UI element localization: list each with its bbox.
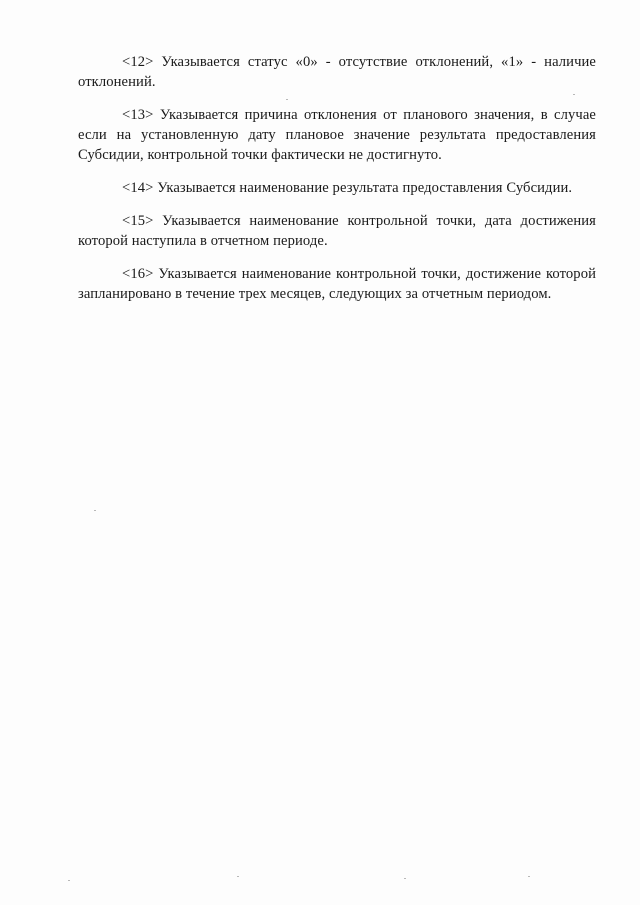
scan-speck: [286, 99, 288, 100]
scan-speck: [404, 878, 406, 879]
scan-speck: [68, 880, 70, 881]
footnotes-section: [78, 52, 596, 317]
footnote-12: <12> Указывается статус «0» - отсутствие отклонений, «1» - наличие отклонений.: [78, 54, 596, 90]
footnote-14: <14> Указывается наименование результата предоставления Субсидии.: [122, 180, 573, 196]
scan-speck: [237, 876, 239, 877]
footnote-13: <13> Указывается причина отклонения от планового значения, в случае если на установленную дату плановое значение результата предоставления Субсидии, контрольной точки фактически не достигнуто.: [78, 107, 596, 163]
scan-speck: [573, 94, 575, 95]
footnote-16: <16> Указывается наименование контрольной точки, достижение которой запланировано в течение трех месяцев, следующих за отчетным периодом.: [78, 266, 596, 302]
footnote-15: <15> Указывается наименование контрольной точки, дата достижения которой наступила в отчетном периоде.: [78, 213, 596, 249]
scan-speck: [94, 510, 96, 511]
scan-speck: [528, 876, 530, 877]
